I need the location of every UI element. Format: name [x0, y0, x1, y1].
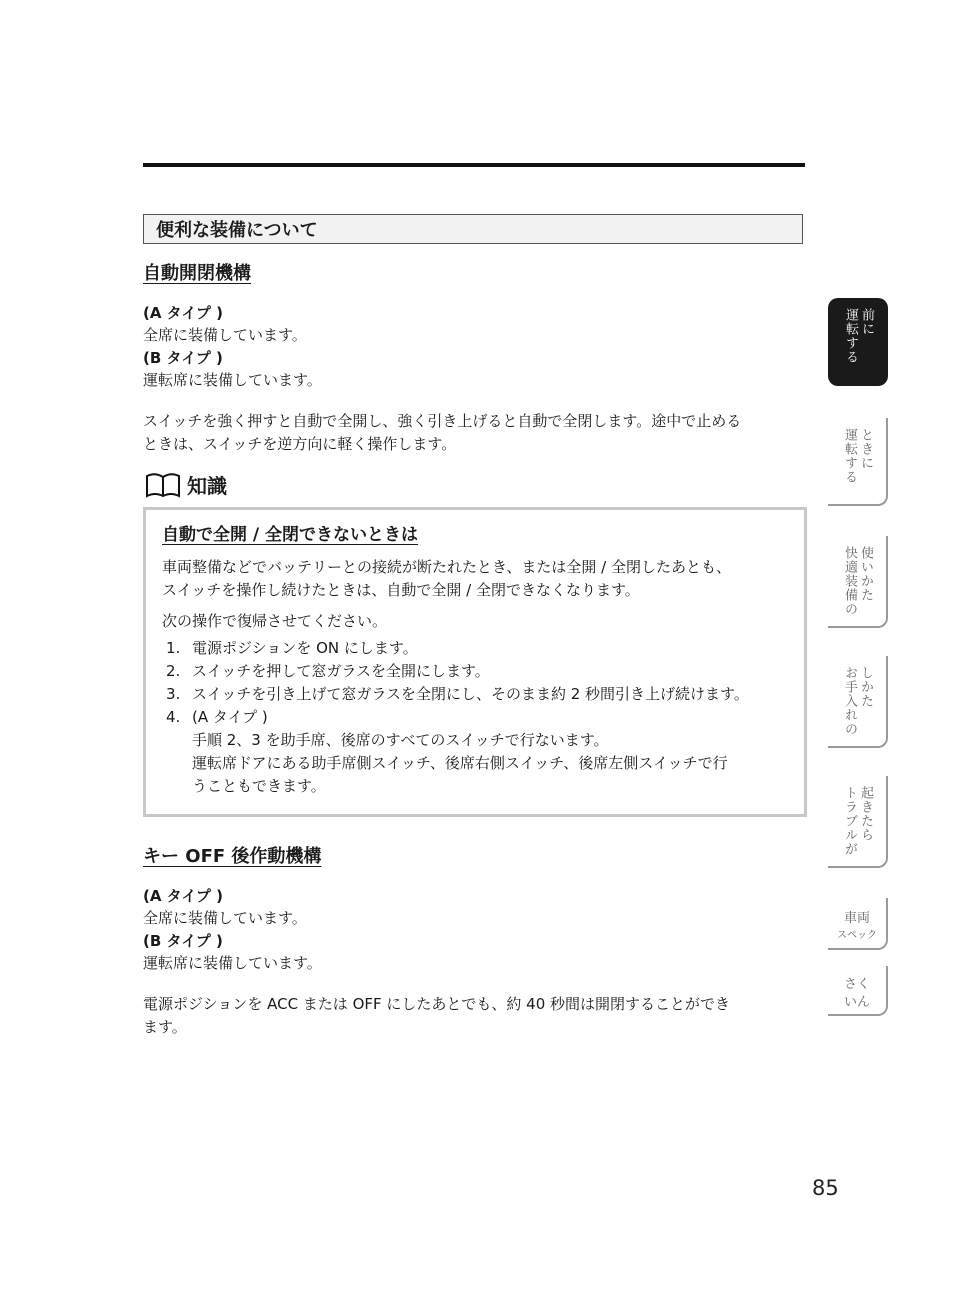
keyoff-desc-1: 電源ポジションを ACC または OFF にしたあとでも、約 40 秒間は開閉することができ [143, 995, 731, 1013]
knowledge-box [143, 507, 807, 817]
list-item: 4. (A タイプ ) [166, 708, 268, 726]
tab-before-driving[interactable]: 運転する 前に [828, 298, 888, 386]
keyoff-a-label: (A タイプ ) [143, 887, 224, 905]
list-item: 1. 電源ポジションを ON にします。 [166, 639, 418, 657]
auto-b-text: 運転席に装備しています。 [143, 371, 322, 389]
keyoff-heading: キー OFF 後作動機構 [143, 846, 322, 867]
knowledge-header [145, 470, 805, 499]
keyoff-b-text: 運転席に装備しています。 [143, 954, 322, 972]
tab-index[interactable]: さく いん [828, 966, 888, 1016]
knowledge-p1a: 車両整備などでバッテリーとの接続が断たれたとき、または全開 / 全閉したあとも、 [162, 558, 731, 576]
section-title-text: 便利な装備について [156, 220, 318, 241]
knowledge-p1b: スイッチを操作し続けたときは、自動で全開 / 全閉できなくなります。 [162, 581, 640, 599]
tab-comfort-equipment[interactable]: 快適装備の 使いかた [828, 536, 888, 628]
auto-desc-1: スイッチを強く押すと自動で全開し、強く引き上げると自動で全閉します。途中で止める [143, 412, 742, 430]
auto-a-label: (A タイプ ) [143, 304, 224, 322]
keyoff-b-label: (B タイプ ) [143, 932, 223, 950]
step-list [162, 637, 788, 729]
list-item: 2. スイッチを押して窓ガラスを全開にします。 [166, 662, 490, 680]
keyoff-a-text: 全席に装備しています。 [143, 909, 307, 927]
main-content [143, 260, 805, 1039]
step4-line1: 手順 2、3 を助手席、後席のすべてのスイッチで行ないます。 [192, 731, 609, 749]
top-rule [143, 163, 805, 167]
tab-maintenance[interactable]: お手入れの しかた [828, 656, 888, 748]
section-title [143, 214, 803, 244]
auto-desc-2: ときは、スイッチを逆方向に軽く操作します。 [143, 435, 457, 453]
auto-heading: 自動開閉機構 [143, 263, 251, 284]
step4-line2: 運転席ドアにある助手席側スイッチ、後席右側スイッチ、後席左側スイッチで行 [192, 754, 728, 772]
tab-troubleshooting[interactable]: トラブルが 起きたら [828, 776, 888, 868]
keyoff-desc-2: ます。 [143, 1018, 187, 1036]
list-item: 3. スイッチを引き上げて窓ガラスを全閉にし、そのまま約 2 秒間引き上げ続けます。 [166, 685, 749, 703]
knowledge-box-title: 自動で全開 / 全閉できないときは [162, 525, 419, 545]
knowledge-title: 知識 [187, 474, 227, 498]
step4-line3: うこともできます。 [192, 777, 326, 795]
knowledge-p2: 次の操作で復帰させてください。 [162, 612, 388, 630]
auto-b-label: (B タイプ ) [143, 349, 223, 367]
tab-vehicle-specs[interactable]: 車両 スペック [828, 898, 888, 950]
tab-when-driving[interactable]: 運転する ときに [828, 418, 888, 506]
auto-a-text: 全席に装備しています。 [143, 326, 307, 344]
page-number: 85 [812, 1176, 839, 1200]
book-icon [145, 472, 181, 498]
